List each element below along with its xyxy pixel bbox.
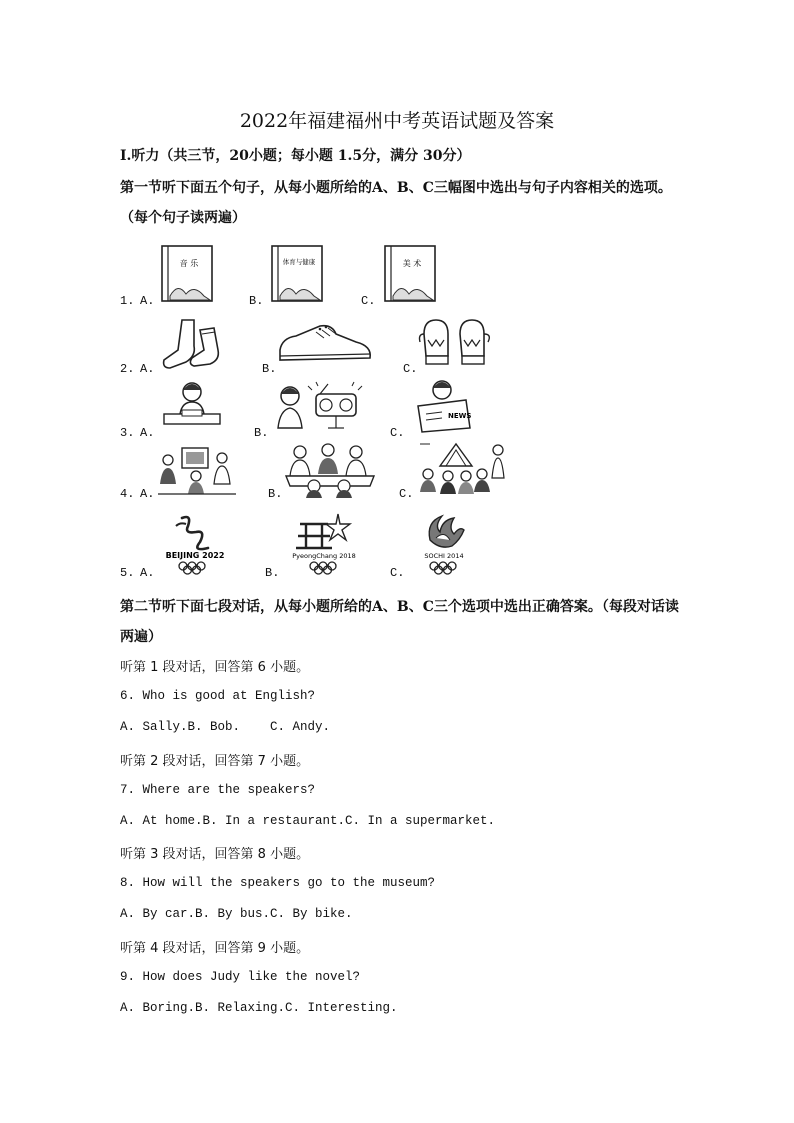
dialogue-3-intro: 听第 3 段对话，回答第 8 小题。 xyxy=(120,847,310,862)
socks-image xyxy=(160,316,232,372)
q2-number: 2. xyxy=(120,362,135,376)
page-title: 2022年福建福州中考英语试题及答案 xyxy=(239,110,555,132)
music-book-label: 音 乐 xyxy=(179,259,199,268)
q1-number: 1. xyxy=(120,294,135,308)
question-7: 7. Where are the speakers? xyxy=(120,783,316,797)
q2-option-c: C. xyxy=(403,362,418,376)
q1-option-c: C. xyxy=(361,294,376,308)
people-at-table-image xyxy=(284,440,376,498)
part2-instruction: 第二节听下面七段对话，从每小题所给的A、B、C三个选项中选出正确答案。（每段对话读 xyxy=(120,599,679,615)
q3-option-b: B. xyxy=(254,426,269,440)
question-6-options: A. Sally.B. Bob. C. Andy. xyxy=(120,720,331,734)
q4-number: 4. xyxy=(120,487,135,501)
sneakers-image xyxy=(276,320,376,368)
q3-option-a: A. xyxy=(140,426,155,440)
question-9: 9. How does Judy like the novel? xyxy=(120,970,361,984)
pyeongchang-caption: PyeongChang 2018 xyxy=(292,552,356,560)
q2-option-a: A. xyxy=(140,362,155,376)
q5-option-a: A. xyxy=(140,566,155,580)
q2-option-b: B. xyxy=(262,362,277,376)
q5-option-c: C. xyxy=(390,566,405,580)
pe-book-label: 体育与健康 xyxy=(282,258,316,266)
boy-newspaper-image xyxy=(412,378,478,434)
sochi-2014-logo xyxy=(410,510,480,576)
section-heading: I.听力（共三节，20小题；每小题 1.5分，满分 30分） xyxy=(120,148,471,164)
dialogue-2-intro: 听第 2 段对话，回答第 7 小题。 xyxy=(120,754,310,769)
mittens-image xyxy=(418,316,498,372)
q5-option-b: B. xyxy=(265,566,280,580)
q3-number: 3. xyxy=(120,426,135,440)
part2-instruction-cont: 两遍） xyxy=(120,629,162,645)
q5-number: 5. xyxy=(120,566,135,580)
q4-option-c: C. xyxy=(399,487,414,501)
question-6: 6. Who is good at English? xyxy=(120,689,316,703)
art-book-label: 美 术 xyxy=(402,259,422,268)
question-8-options: A. By car.B. By bus.C. By bike. xyxy=(120,907,353,921)
q4-option-a: A. xyxy=(140,487,155,501)
boy-radio-image xyxy=(272,380,368,434)
beijing-2022-logo xyxy=(152,512,238,576)
dialogue-1-intro: 听第 1 段对话，回答第 6 小题。 xyxy=(120,660,310,675)
camping-group-image xyxy=(416,438,512,496)
q1-option-b: B. xyxy=(249,294,264,308)
beijing-caption: BEIJING 2022 xyxy=(165,551,225,560)
family-watching-tv-image xyxy=(156,444,238,496)
question-9-options: A. Boring.B. Relaxing.C. Interesting. xyxy=(120,1001,398,1015)
news-label: NEWS xyxy=(448,412,472,420)
question-7-options: A. At home.B. In a restaurant.C. In a supermarket. xyxy=(120,814,496,828)
part1-instruction-note: （每个句子读两遍） xyxy=(120,210,246,226)
part1-instruction: 第一节听下面五个句子，从每小题所给的A、B、C三幅图中选出与句子内容相关的选项。 xyxy=(120,180,672,196)
sochi-caption: SOCHI 2014 xyxy=(424,552,464,560)
q3-option-c: C. xyxy=(390,426,405,440)
pyeongchang-2018-logo xyxy=(282,510,366,576)
pe-book-image xyxy=(270,244,326,304)
art-book-image xyxy=(383,244,439,304)
question-8: 8. How will the speakers go to the museum? xyxy=(120,876,436,890)
q4-option-b: B. xyxy=(268,487,283,501)
boy-reading-image xyxy=(160,380,224,430)
dialogue-4-intro: 听第 4 段对话，回答第 9 小题。 xyxy=(120,941,310,956)
q1-option-a: A. xyxy=(140,294,155,308)
music-book-image xyxy=(160,244,216,304)
